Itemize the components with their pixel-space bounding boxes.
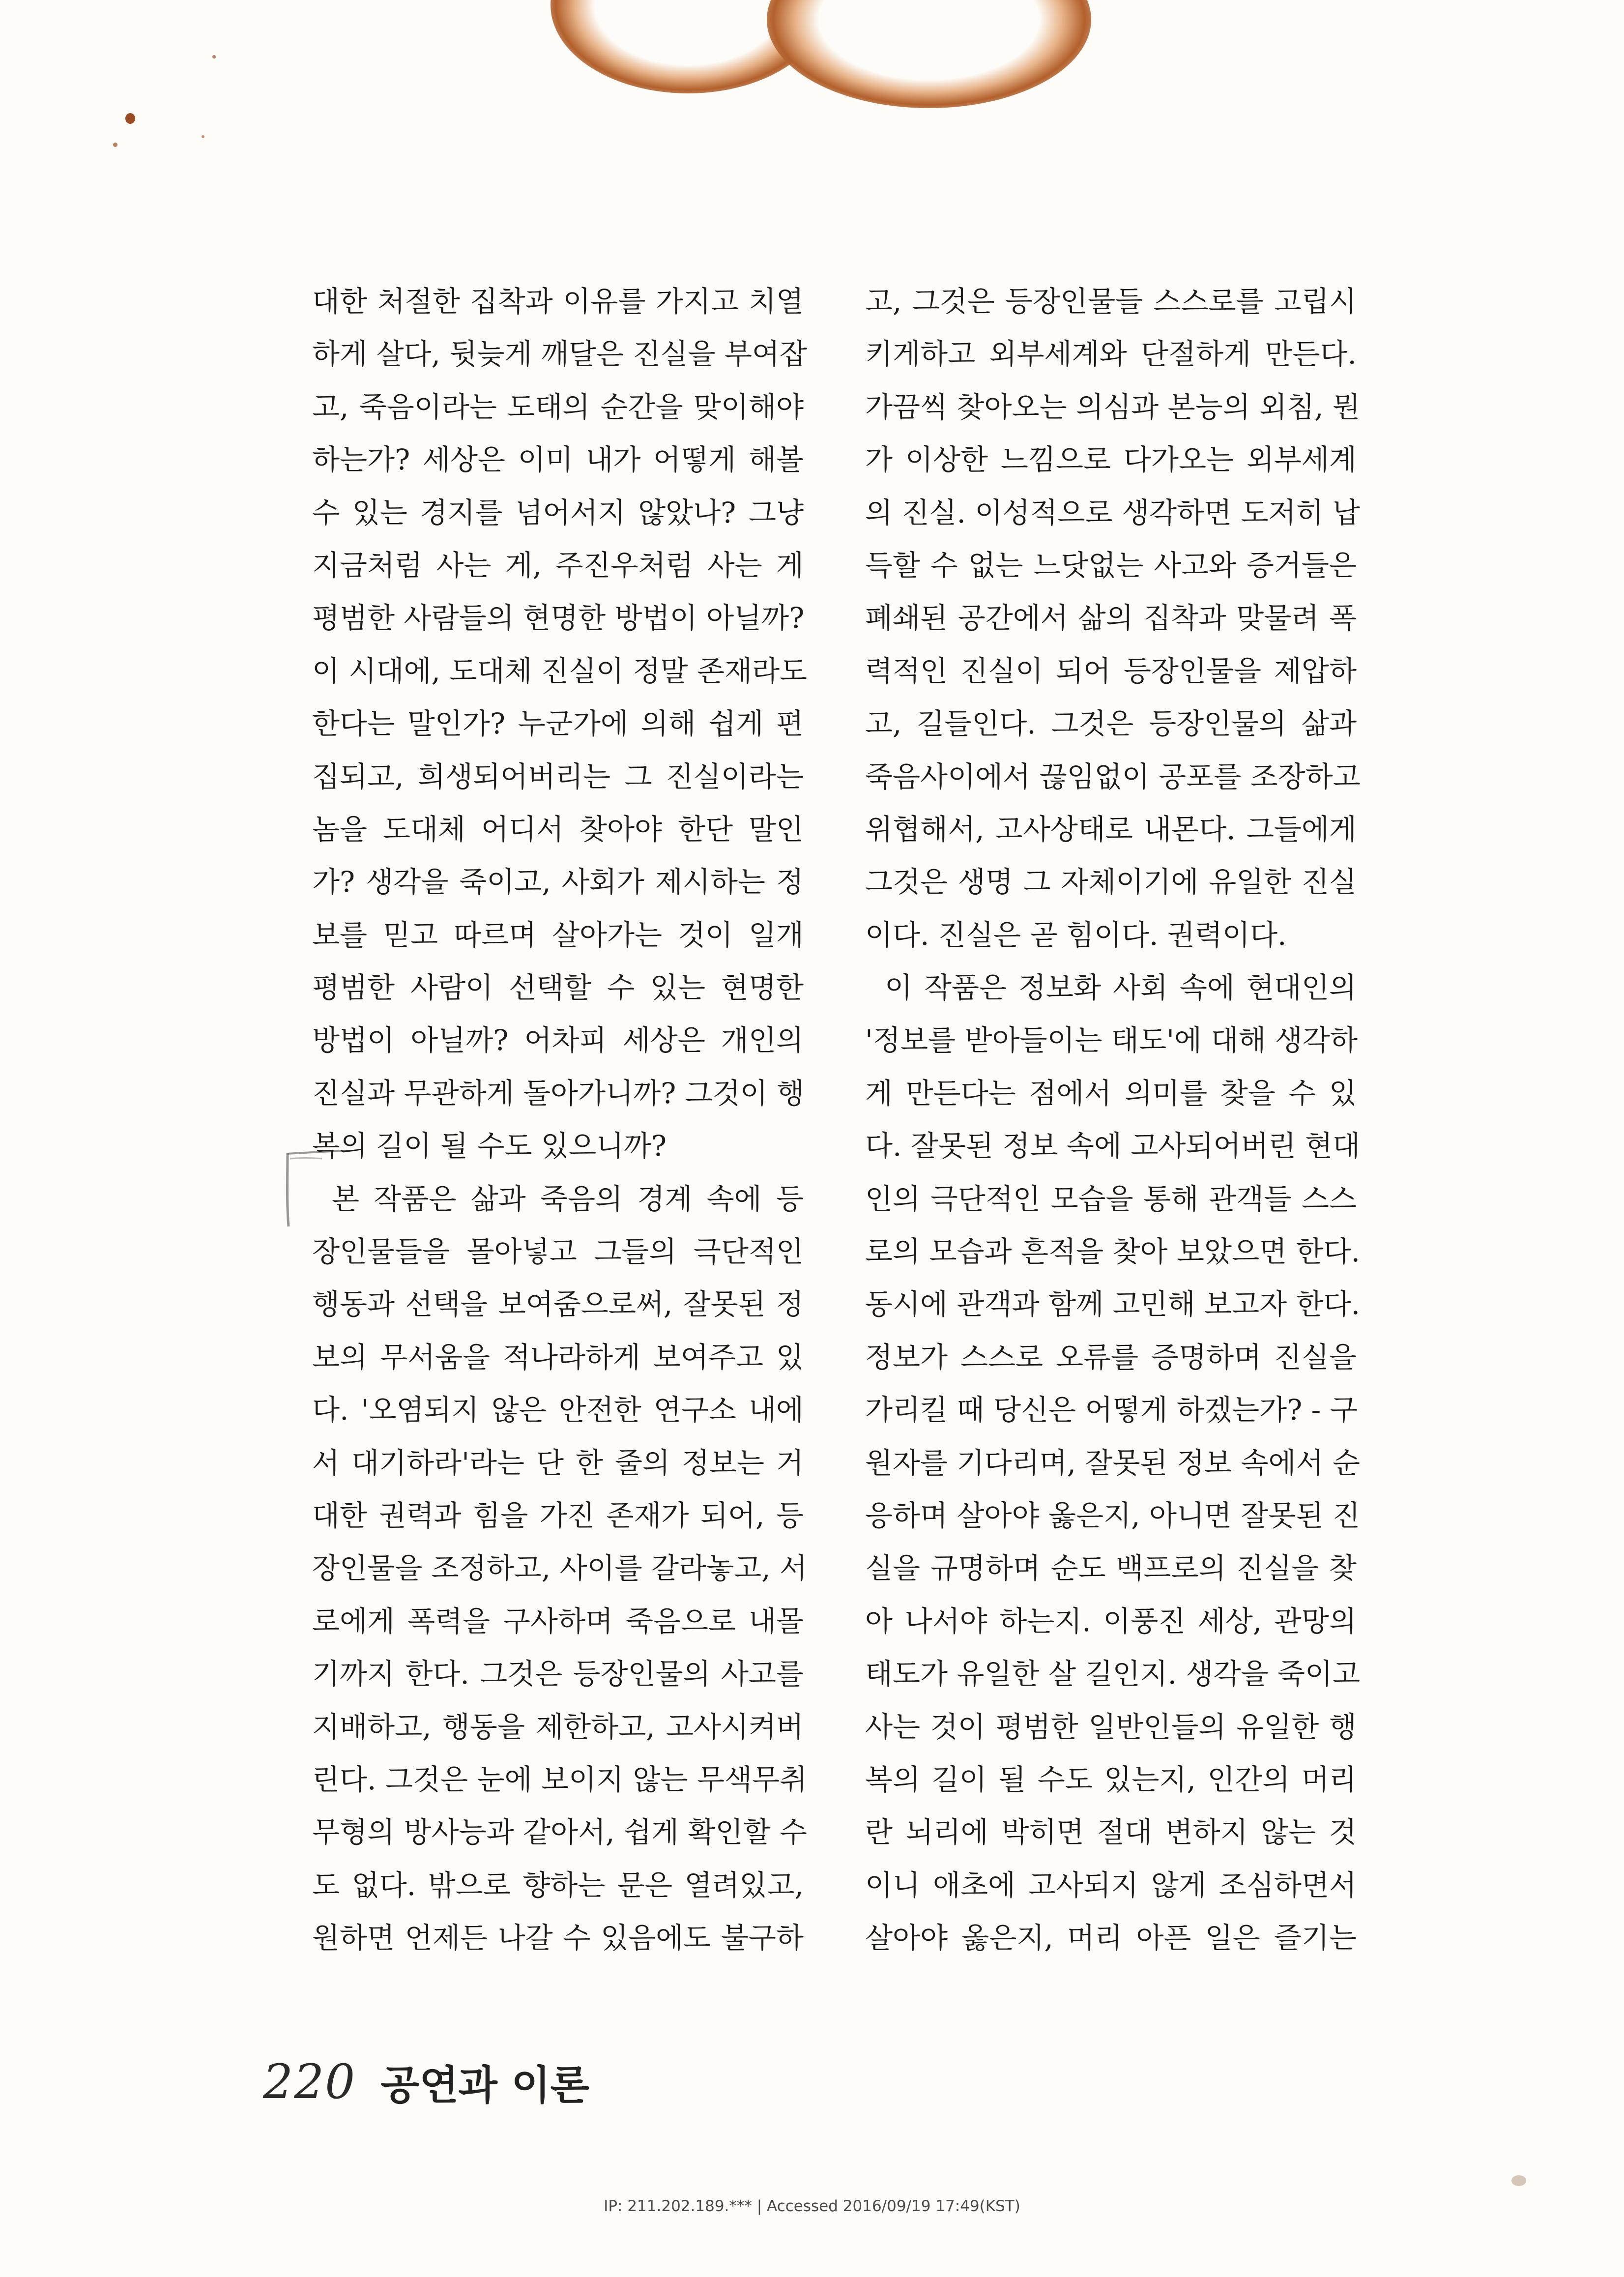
text-column-left: [312, 275, 808, 1965]
text-line: 장인물을 조정하고, 사이를 갈라놓고, 서: [312, 1551, 808, 1585]
text-column-right: [865, 275, 1361, 1965]
text-line: 하는가? 세상은 이미 내가 어떻게 해볼: [312, 443, 804, 477]
text-line: 그것은 생명 그 자체이기에 유일한 진실: [865, 865, 1357, 899]
text-line: 도 없다. 밖으로 향하는 문은 열려있고,: [312, 1868, 804, 1902]
text-line: 실을 규명하며 순도 백프로의 진실을 찾: [865, 1551, 1357, 1585]
text-line: '정보를 받아들이는 태도'에 대해 생각하: [865, 1023, 1358, 1057]
text-line: 지배하고, 행동을 제한하고, 고사시켜버: [312, 1710, 804, 1744]
text-line: 수 있는 경지를 넘어서지 않았나? 그냥: [312, 496, 804, 529]
text-line: 득할 수 없는 느닷없는 사고와 증거들은: [865, 548, 1357, 582]
text-line: 정보가 스스로 오류를 증명하며 진실을: [865, 1340, 1357, 1374]
text-line: 린다. 그것은 눈에 보이지 않는 무색무취: [312, 1762, 808, 1796]
text-line: 폐쇄된 공간에서 삶의 집착과 맞물려 폭: [865, 601, 1357, 635]
text-line: 가끔씩 찾아오는 의심과 본능의 외침, 뭔: [865, 390, 1361, 424]
text-line: 인의 극단적인 모습을 통해 관객들 스스: [865, 1182, 1357, 1216]
text-line: 원하면 언제든 나갈 수 있음에도 불구하: [312, 1921, 804, 1955]
text-line: 동시에 관객과 함께 고민해 보고자 한다.: [865, 1287, 1361, 1321]
text-line: 로에게 폭력을 구사하며 죽음으로 내몰: [312, 1604, 804, 1638]
text-line: 보를 믿고 따르며 살아가는 것이 일개: [312, 918, 804, 952]
text-line: 집되고, 희생되어버리는 그 진실이라는: [312, 759, 804, 793]
text-line: 키게하고 외부세계와 단절하게 만든다.: [865, 337, 1357, 371]
text-line: 대한 처절한 집착과 이유를 가지고 치열: [312, 285, 804, 318]
text-line: 죽음사이에서 끊임없이 공포를 조장하고: [865, 759, 1361, 793]
text-line: 무형의 방사능과 같아서, 쉽게 확인할 수: [312, 1815, 808, 1849]
page-folio: [263, 2047, 589, 2116]
text-line: 하게 살다, 뒷늦게 깨달은 진실을 부여잡: [312, 337, 808, 371]
text-line: 아 나서야 하는지. 이풍진 세상, 관망의: [865, 1604, 1357, 1638]
stain-speck: [125, 113, 135, 124]
text-line: 보의 무서움을 적나라하게 보여주고 있: [312, 1340, 804, 1374]
text-line: 가리킬 때 당신은 어떻게 하겠는가? - 구: [865, 1393, 1358, 1427]
text-line: 다. '오염되지 않은 안전한 연구소 내에: [312, 1393, 804, 1427]
text-line: 고, 그것은 등장인물들 스스로를 고립시: [865, 285, 1357, 318]
journal-title: 공연과 이론: [380, 2062, 589, 2109]
scorch-stain-right: [767, 0, 1091, 108]
text-line: 장인물들을 몰아넣고 그들의 극단적인: [312, 1235, 804, 1269]
text-line: 이니 애초에 고사되지 않게 조심하면서: [865, 1868, 1357, 1902]
text-line: 로의 모습과 흔적을 찾아 보았으면 한다.: [865, 1235, 1361, 1269]
stain-speck: [113, 143, 117, 147]
text-line: 가 이상한 느낌으로 다가오는 외부세계: [865, 443, 1357, 477]
text-line: 복의 길이 될 수도 있는지, 인간의 머리: [865, 1762, 1357, 1796]
text-line: 행동과 선택을 보여줌으로써, 잘못된 정: [312, 1287, 804, 1321]
text-line: 게 만든다는 점에서 의미를 찾을 수 있: [865, 1076, 1357, 1110]
stain-speck: [1511, 2175, 1526, 2186]
text-line: 진실과 무관하게 돌아가니까? 그것이 행: [312, 1076, 805, 1110]
text-line: 평범한 사람이 선택할 수 있는 현명한: [312, 971, 804, 1005]
text-line: 이다. 진실은 곧 힘이다. 권력이다.: [865, 918, 1287, 952]
text-line: 원자를 기다리며, 잘못된 정보 속에서 순: [865, 1446, 1361, 1480]
text-line: 이 시대에, 도대체 진실이 정말 존재라도: [312, 654, 808, 688]
stain-speck: [212, 55, 216, 58]
text-line: 다. 잘못된 정보 속에 고사되어버린 현대: [865, 1129, 1361, 1163]
text-line: 력적인 진실이 되어 등장인물을 제압하: [865, 654, 1357, 688]
text-line: 고, 길들인다. 그것은 등장인물의 삶과: [865, 707, 1357, 741]
text-line: 위협해서, 고사상태로 내몬다. 그들에게: [865, 812, 1357, 846]
text-line: 평범한 사람들의 현명한 방법이 아닐까?: [312, 601, 805, 635]
text-line: 서 대기하라'라는 단 한 줄의 정보는 거: [312, 1446, 804, 1480]
text-line: 지금처럼 사는 게, 주진우처럼 사는 게: [312, 548, 804, 582]
text-line: 기까지 한다. 그것은 등장인물의 사고를: [312, 1657, 804, 1691]
access-footer: IP: 211.202.189.*** | Accessed 2016/09/19 17:49(KST): [604, 2197, 1020, 2215]
text-line: 살아야 옳은지, 머리 아픈 일은 즐기는: [865, 1921, 1357, 1955]
text-line: 방법이 아닐까? 어차피 세상은 개인의: [312, 1023, 804, 1057]
text-line: 이 작품은 정보화 사회 속에 현대인의: [885, 971, 1357, 1005]
text-line: 태도가 유일한 살 길인지. 생각을 죽이고: [865, 1657, 1361, 1691]
text-line: 가? 생각을 죽이고, 사회가 제시하는 정: [312, 865, 804, 899]
text-line: 의 진실. 이성적으로 생각하면 도저히 납: [865, 496, 1361, 529]
text-line: 한다는 말인가? 누군가에 의해 쉽게 편: [312, 707, 804, 741]
text-line: 놈을 도대체 어디서 찾아야 한단 말인: [312, 812, 804, 846]
text-line: 복의 길이 될 수도 있으니까?: [312, 1129, 667, 1163]
text-line: 고, 죽음이라는 도태의 순간을 맞이해야: [312, 390, 804, 424]
page-number: 220: [263, 2054, 356, 2109]
text-line: 사는 것이 평범한 일반인들의 유일한 행: [865, 1710, 1357, 1744]
text-line: 란 뇌리에 박히면 절대 변하지 않는 것: [865, 1815, 1357, 1849]
stain-speck: [202, 135, 204, 138]
text-line: 응하며 살아야 옳은지, 아니면 잘못된 진: [865, 1498, 1361, 1532]
text-line: 본 작품은 삶과 죽음의 경계 속에 등: [332, 1182, 804, 1216]
text-line: 대한 권력과 힘을 가진 존재가 되어, 등: [312, 1498, 804, 1532]
